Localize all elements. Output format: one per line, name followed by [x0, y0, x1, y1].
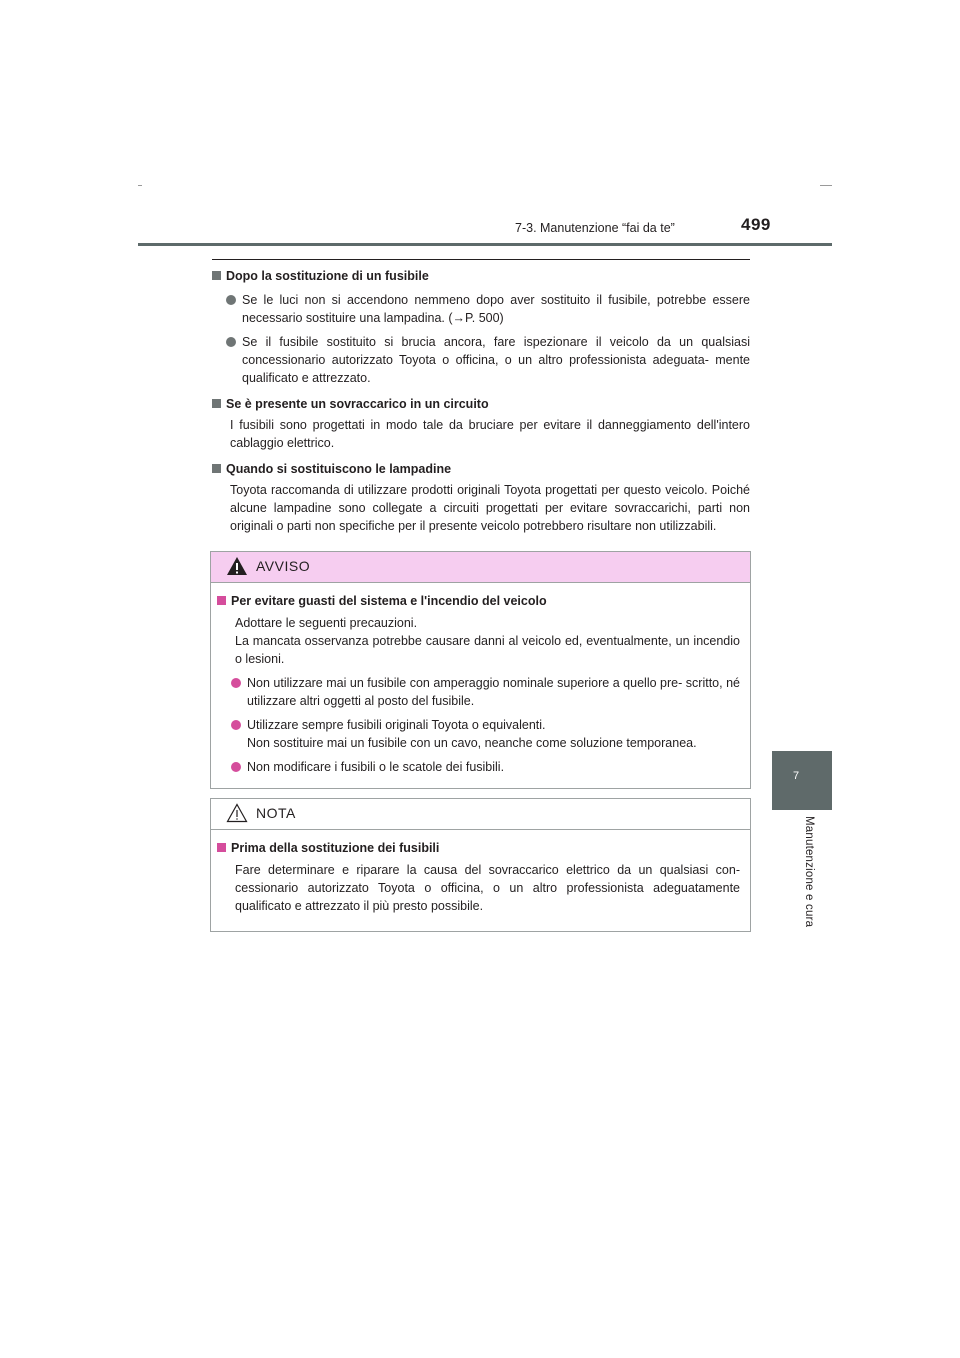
- square-bullet-icon: [212, 464, 221, 473]
- caution-triangle-icon: [226, 803, 248, 823]
- chapter-number: 7: [793, 770, 800, 782]
- page-number: 499: [741, 215, 771, 234]
- note-box: [210, 798, 751, 932]
- square-bullet-icon: [217, 596, 226, 605]
- square-bullet-icon: [212, 271, 221, 280]
- warning-title: Per evitare guasti del sistema e l'incendio del veicolo: [217, 592, 740, 610]
- note-title: Prima della sostituzione dei fusibili: [217, 839, 740, 857]
- note-box-header: [211, 799, 750, 830]
- round-bullet-icon: [226, 295, 236, 305]
- list-item: Se il fusibile sostituito si brucia ancora, fare ispezionare il veicolo da un qualsiasi concessionario autorizzato Toyota o officina, o un altro professionista adeguata- mente qualificato e attrezzato.: [212, 333, 750, 387]
- list-item: Utilizzare sempre fusibili originali Toyota o equivalenti. Non sostituire mai un fusibile con un cavo, neanche come soluzione temporanea.: [217, 716, 740, 752]
- square-bullet-icon: [217, 843, 226, 852]
- square-bullet-icon: [212, 399, 221, 408]
- section-title: Se è presente un sovraccarico in un circuito: [212, 395, 750, 413]
- list-item: Non utilizzare mai un fusibile con amperaggio nominale superiore a quello pre- scritto, né utilizzare altri oggetti al posto del fusibile.: [217, 674, 740, 710]
- warning-label: AVVISO: [256, 558, 311, 574]
- chapter-label: Manutenzione e cura: [803, 816, 815, 928]
- round-bullet-icon: [231, 720, 241, 730]
- list-item: Se le luci non si accendono nemmeno dopo aver sostituito il fusibile, potrebbe essere necessario sostituire una lampadina. (→P. 500): [212, 291, 750, 327]
- round-bullet-icon: [231, 762, 241, 772]
- crop-mark-right: [820, 185, 832, 186]
- warning-box: [210, 551, 751, 789]
- note-box-body: [211, 830, 750, 925]
- paragraph: Toyota raccomanda di utilizzare prodotti originali Toyota progettati per questo veicolo. Poiché alcune lampadine sono collegate a circuiti progettati per evitare sovraccarichi, parti non originali o parti non specifiche per il presente veicolo potrebbero risultare non utilizzabili.: [230, 483, 750, 533]
- main-content: [212, 267, 750, 535]
- header-rule: [138, 243, 832, 246]
- chapter-tab: [772, 751, 832, 810]
- paragraph: Fare determinare e riparare la causa del sovraccarico elettrico da un qualsiasi con- cessionario autorizzato Toyota o officina, o un altro professionista adeguatamente qualificato e attrezzato il più presto possibile.: [235, 863, 740, 913]
- warning-box-header: [211, 552, 750, 583]
- warning-triangle-icon: [226, 556, 248, 576]
- note-label: NOTA: [256, 805, 296, 821]
- paragraph: I fusibili sono progettati in modo tale da bruciare per evitare il danneggiamento dell'intero cablaggio elettrico.: [230, 418, 750, 450]
- section-header: 7-3. Manutenzione “fai da te”: [515, 221, 675, 235]
- round-bullet-icon: [231, 678, 241, 688]
- list-item: Non modificare i fusibili o le scatole dei fusibili.: [217, 758, 740, 776]
- round-bullet-icon: [226, 337, 236, 347]
- warning-box-body: [211, 583, 750, 786]
- paragraph: Adottare le seguenti precauzioni. La mancata osservanza potrebbe causare danni al veicolo ed, eventualmente, un incendio o lesioni.: [235, 616, 740, 666]
- crop-mark-left: [138, 185, 142, 186]
- content-rule: [212, 259, 750, 260]
- section-title: Dopo la sostituzione di un fusibile: [212, 267, 750, 285]
- section-title: Quando si sostituiscono le lampadine: [212, 460, 750, 478]
